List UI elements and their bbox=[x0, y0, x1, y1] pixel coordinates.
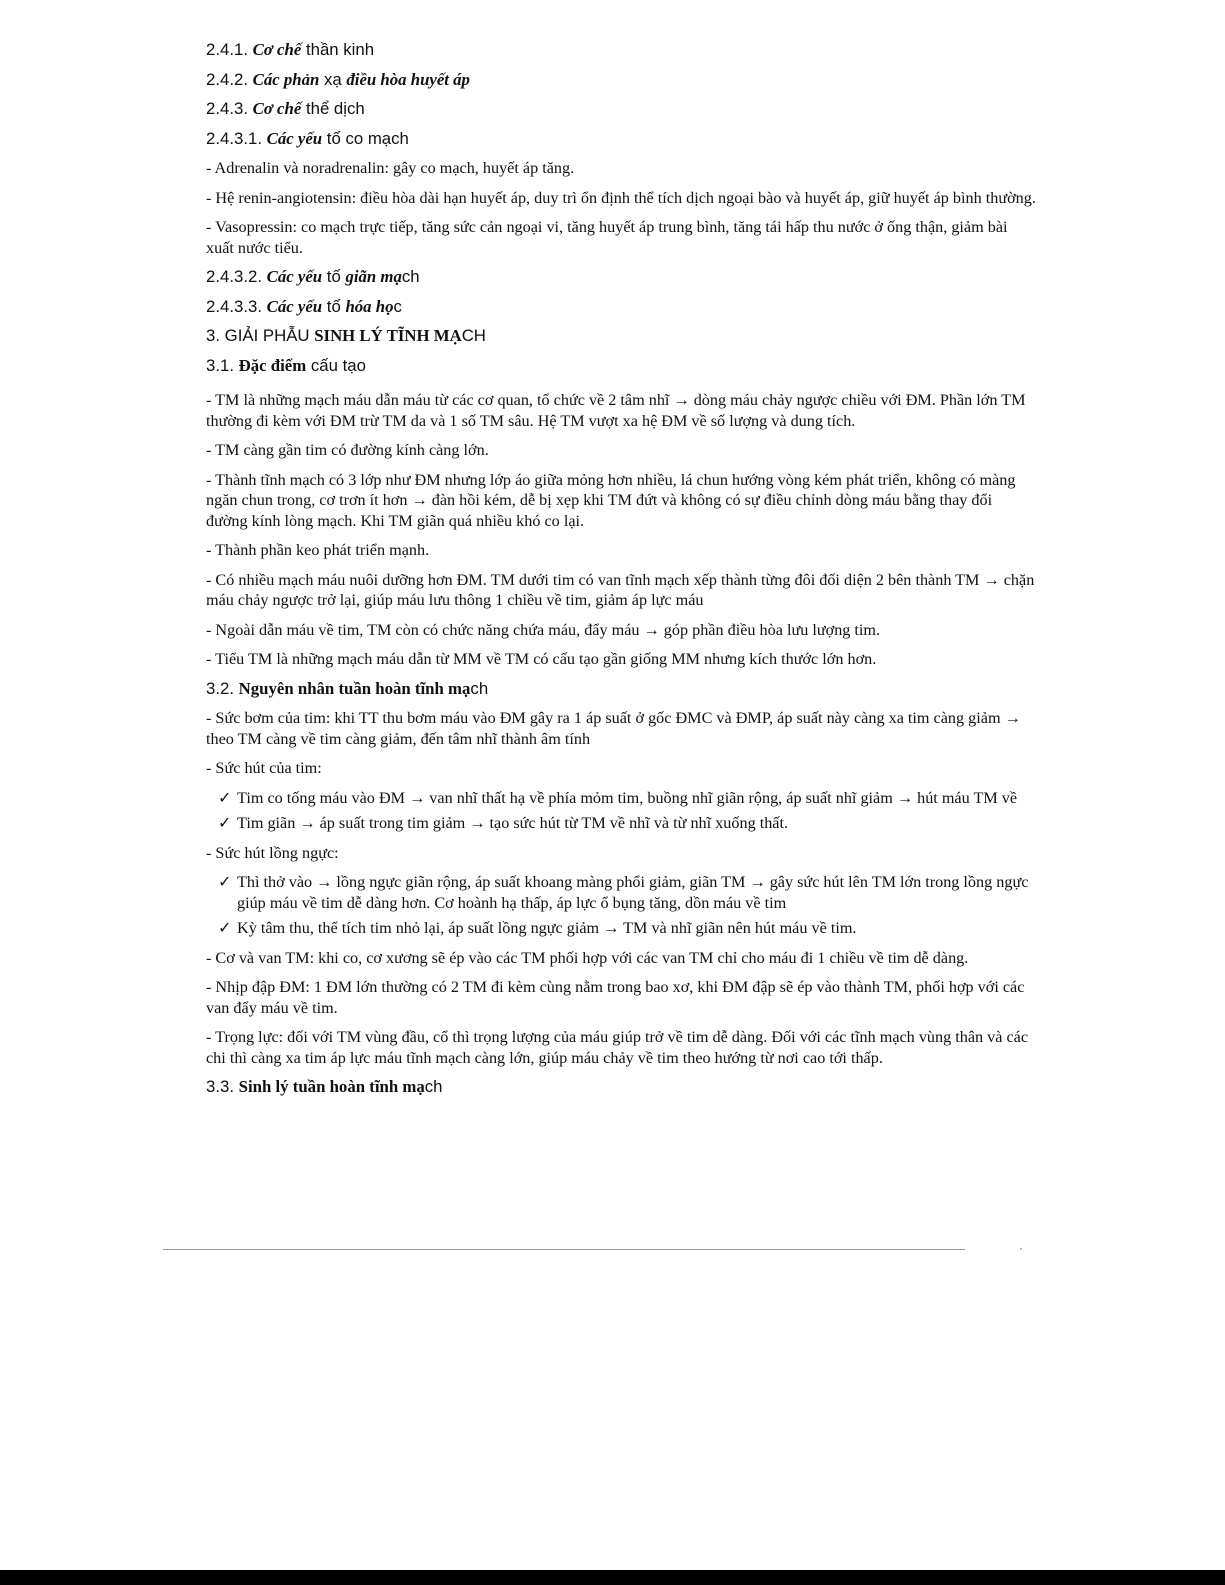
section-heading: 2.4.3. Cơ chế thể dịch bbox=[206, 99, 365, 118]
bullet-list bbox=[206, 788, 1036, 834]
list-item: ✓ Tim giãn → áp suất trong tim giảm → tạo sức hút từ TM về nhĩ và từ nhĩ xuống thất. bbox=[218, 814, 789, 832]
paragraph: - Adrenalin và noradrenalin: gây co mạch, huyết áp tăng. bbox=[206, 159, 575, 177]
section-heading: 2.4.3.2. Các yếu tố giãn mạch bbox=[206, 267, 420, 286]
list-item: ✓ Thì thở vào → lồng ngực giãn rộng, áp suất khoang màng phổi giảm, giãn TM → gây sức hút lên TM lớn trong lồng ngực giúp máu về tim dễ dàng hơn. Cơ hoành hạ thấp, áp lực ổ bụng tăng, dồn máu về tim bbox=[218, 873, 1029, 912]
paragraph: - Cơ và van TM: khi co, cơ xương sẽ ép vào các TM phối hợp với các van TM chỉ cho máu đi 1 chiều về tim dễ dàng. bbox=[206, 948, 969, 967]
list-item: ✓ Tim co tống máu vào ĐM → van nhĩ thất hạ về phía mỏm tim, buồng nhĩ giãn rộng, áp suất nhĩ giảm → hút máu TM về bbox=[218, 788, 1018, 807]
check-icon: ✓ bbox=[218, 814, 232, 832]
document-page bbox=[206, 40, 1036, 1107]
paragraph: - Sức hút lồng ngực: bbox=[206, 843, 339, 862]
paragraph: - Ngoài dẫn máu về tim, TM còn có chức năng chứa máu, đẩy máu → góp phần điều hòa lưu lượng tim. bbox=[206, 620, 881, 639]
paragraph: - TM là những mạch máu dẫn máu từ các cơ quan, tổ chức về 2 tâm nhĩ → dòng máu chảy ngược chiều với ĐM. Phần lớn TM thường đi kèm với ĐM trừ TM da và 1 số TM sâu. Hệ TM vượt xa hệ ĐM về số lượng và dung tích. bbox=[206, 391, 1026, 430]
section-heading: 2.4.3.3. Các yếu tố hóa học bbox=[206, 296, 402, 316]
paragraph: - Sức bơm của tim: khi TT thu bơm máu vào ĐM gây ra 1 áp suất ở gốc ĐMC và ĐMP, áp suất này càng xa tim càng giảm → theo TM càng về tim càng giảm, đến tâm nhĩ thành âm tính bbox=[206, 709, 1021, 748]
page-edge-mark bbox=[1020, 1248, 1022, 1250]
section-heading: 2.4.1. Cơ chế thần kinh bbox=[206, 40, 375, 59]
page-divider bbox=[163, 1249, 965, 1250]
paragraph: - Thành tĩnh mạch có 3 lớp như ĐM nhưng lớp áo giữa mỏng hơn nhiều, lá chun hướng vòng kém phát triển, không có màng ngăn chun trong, cơ trơn ít hơn → đàn hồi kém, dễ bị xẹp khi TM đứt và không có sự điều chỉnh dòng máu bằng thay đổi đường kính lòng mạch. Khi TM giãn quá nhiều khó co lại. bbox=[206, 470, 1016, 530]
section-heading: 3.3. Sinh lý tuần hoàn tĩnh mạch bbox=[206, 1077, 443, 1096]
paragraph: - TM càng gần tim có đường kính càng lớn. bbox=[206, 441, 489, 459]
paragraph: - Vasopressin: co mạch trực tiếp, tăng sức cản ngoại vi, tăng huyết áp trung bình, tăng tái hấp thu nước ở ống thận, giảm bài xuất nước tiểu. bbox=[206, 218, 1008, 257]
bottom-border bbox=[0, 1570, 1225, 1585]
section-heading: 3.1. Đặc điểm cấu tạo bbox=[206, 355, 366, 375]
paragraph: - Có nhiều mạch máu nuôi dưỡng hơn ĐM. TM dưới tim có van tĩnh mạch xếp thành từng đôi đối diện 2 bên thành TM → chặn máu chảy ngược trở lại, giúp máu lưu thông 1 chiều về tim, giảm áp lực máu bbox=[206, 570, 1035, 609]
bullet-list bbox=[206, 872, 1036, 939]
section-heading: 3.2. Nguyên nhân tuần hoàn tĩnh mạch bbox=[206, 678, 489, 698]
chapter-heading: 3. GIẢI PHẪU SINH LÝ TĨNH MẠCH bbox=[206, 326, 486, 345]
paragraph: - Hệ renin-angiotensin: điều hòa dài hạn huyết áp, duy trì ổn định thể tích dịch ngoại bào và huyết áp, giữ huyết áp bình thường. bbox=[206, 188, 1036, 207]
section-heading: 2.4.3.1. Các yếu tố co mạch bbox=[206, 128, 409, 148]
paragraph: - Thành phần keo phát triển mạnh. bbox=[206, 541, 430, 559]
list-item: ✓ Kỳ tâm thu, thể tích tim nhỏ lại, áp suất lồng ngực giảm → TM và nhĩ giãn nên hút máu về tim. bbox=[218, 919, 857, 937]
paragraph: - Tiểu TM là những mạch máu dẫn từ MM về TM có cấu tạo gần giống MM nhưng kích thước lớn hơn. bbox=[206, 650, 877, 668]
section-heading: 2.4.2. Các phản xạ điều hòa huyết áp bbox=[206, 69, 470, 89]
check-icon: ✓ bbox=[218, 919, 232, 937]
paragraph: - Nhịp đập ĐM: 1 ĐM lớn thường có 2 TM đi kèm cùng nằm trong bao xơ, khi ĐM đập sẽ ép vào thành TM, phối hợp với các van đẩy máu về tim. bbox=[206, 978, 1025, 1017]
paragraph: - Sức hút của tim: bbox=[206, 759, 322, 777]
check-icon: ✓ bbox=[218, 788, 232, 807]
paragraph: - Trọng lực: đối với TM vùng đầu, cổ thì trọng lượng của máu giúp trở về tim dễ dàng. Đối với các tĩnh mạch vùng thân và các chi thì càng xa tim áp lực máu tĩnh mạch càng lớn, giúp máu chảy về tim theo hướng từ nơi cao tới thấp. bbox=[206, 1028, 1029, 1067]
check-icon: ✓ bbox=[218, 873, 232, 891]
